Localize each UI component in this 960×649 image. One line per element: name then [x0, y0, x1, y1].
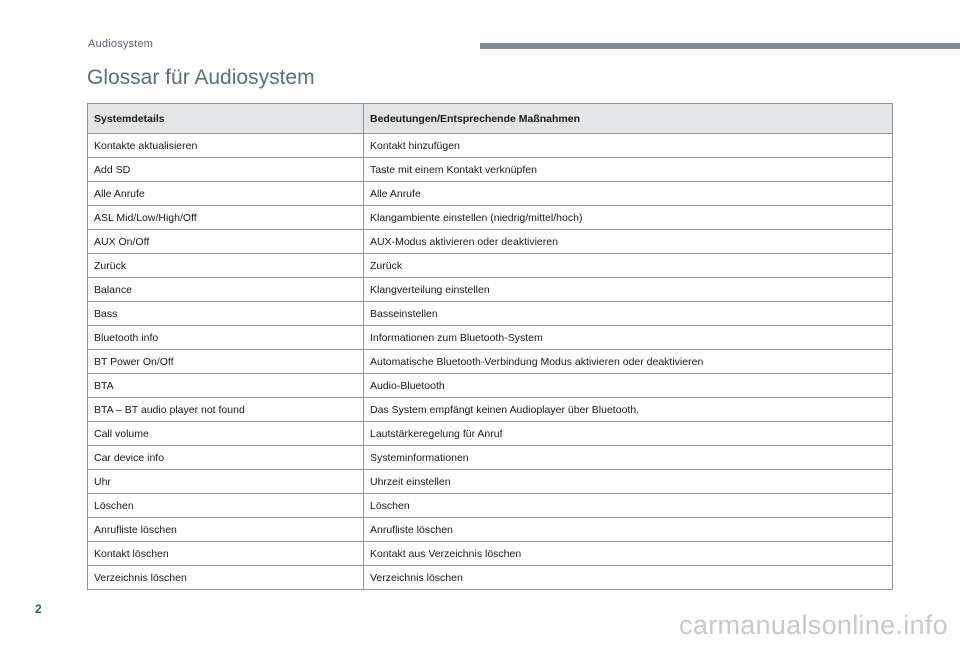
cell-meaning: Löschen	[364, 494, 893, 518]
cell-system-detail: Uhr	[88, 470, 364, 494]
cell-meaning: Kontakt aus Verzeichnis löschen	[364, 542, 893, 566]
column-header-systemdetails: Systemdetails	[88, 104, 364, 134]
table-row	[88, 470, 893, 494]
table-row	[88, 566, 893, 590]
cell-system-detail: Kontakt löschen	[88, 542, 364, 566]
table-row	[88, 206, 893, 230]
cell-system-detail: BTA – BT audio player not found	[88, 398, 364, 422]
table-row	[88, 398, 893, 422]
cell-meaning: Klangverteilung einstellen	[364, 278, 893, 302]
table-row	[88, 494, 893, 518]
cell-system-detail: Add SD	[88, 158, 364, 182]
cell-system-detail: Bluetooth info	[88, 326, 364, 350]
table-row	[88, 518, 893, 542]
cell-system-detail: Call volume	[88, 422, 364, 446]
table-row	[88, 230, 893, 254]
table-row	[88, 254, 893, 278]
page-number: 2	[35, 602, 42, 616]
table-row	[88, 542, 893, 566]
column-header-bedeutungen: Bedeutungen/Entsprechende Maßnahmen	[364, 104, 893, 134]
cell-meaning: Taste mit einem Kontakt verknüpfen	[364, 158, 893, 182]
cell-meaning: Anrufliste löschen	[364, 518, 893, 542]
cell-system-detail: Zurück	[88, 254, 364, 278]
table-header-row	[88, 104, 893, 134]
table-row	[88, 446, 893, 470]
table-row	[88, 422, 893, 446]
cell-meaning: Kontakt hinzufügen	[364, 134, 893, 158]
table-row	[88, 182, 893, 206]
cell-system-detail: Alle Anrufe	[88, 182, 364, 206]
cell-system-detail: Anrufliste löschen	[88, 518, 364, 542]
table-row	[88, 374, 893, 398]
cell-system-detail: Bass	[88, 302, 364, 326]
section-label: Audiosystem	[88, 38, 154, 50]
cell-meaning: Systeminformationen	[364, 446, 893, 470]
cell-system-detail: Car device info	[88, 446, 364, 470]
table-row	[88, 350, 893, 374]
page-title: Glossar für Audiosystem	[87, 66, 315, 89]
cell-meaning: Basseinstellen	[364, 302, 893, 326]
cell-meaning: AUX-Modus aktivieren oder deaktivieren	[364, 230, 893, 254]
table-row	[88, 278, 893, 302]
cell-system-detail: BTA	[88, 374, 364, 398]
cell-system-detail: Verzeichnis löschen	[88, 566, 364, 590]
cell-meaning: Alle Anrufe	[364, 182, 893, 206]
cell-meaning: Lautstärkeregelung für Anruf	[364, 422, 893, 446]
cell-system-detail: AUX On/Off	[88, 230, 364, 254]
cell-meaning: Klangambiente einstellen (niedrig/mittel/hoch)	[364, 206, 893, 230]
table-row	[88, 302, 893, 326]
cell-meaning: Automatische Bluetooth-Verbindung Modus aktivieren oder deaktivieren	[364, 350, 893, 374]
cell-system-detail: Kontakte aktualisieren	[88, 134, 364, 158]
cell-meaning: Das System empfängt keinen Audioplayer über Bluetooth.	[364, 398, 893, 422]
table-row	[88, 134, 893, 158]
table-row	[88, 158, 893, 182]
cell-meaning: Verzeichnis löschen	[364, 566, 893, 590]
glossary-table	[87, 103, 893, 590]
cell-meaning: Informationen zum Bluetooth-System	[364, 326, 893, 350]
cell-meaning: Audio-Bluetooth	[364, 374, 893, 398]
watermark: carmanualsonline.info	[679, 610, 948, 640]
table-row	[88, 326, 893, 350]
cell-system-detail: Löschen	[88, 494, 364, 518]
cell-system-detail: ASL Mid/Low/High/Off	[88, 206, 364, 230]
cell-meaning: Zurück	[364, 254, 893, 278]
table-body	[88, 134, 893, 590]
cell-system-detail: Balance	[88, 278, 364, 302]
header-bar	[480, 43, 960, 49]
cell-meaning: Uhrzeit einstellen	[364, 470, 893, 494]
cell-system-detail: BT Power On/Off	[88, 350, 364, 374]
